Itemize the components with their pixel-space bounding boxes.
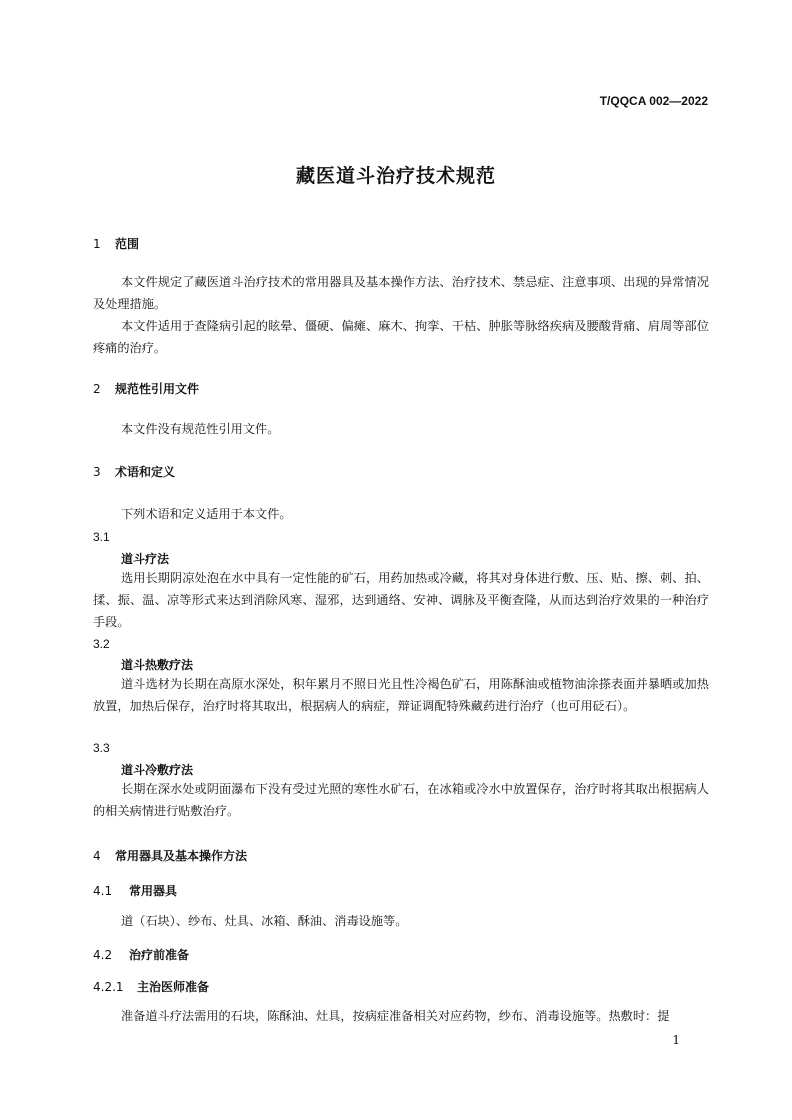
term-number: 3.1 bbox=[93, 530, 110, 544]
section-number: 2 bbox=[93, 382, 101, 396]
section-title: 规范性引用文件 bbox=[115, 382, 200, 396]
term-definition: 长期在深水处或阴面瀑布下没有受过光照的寒性水矿石，在冰箱或冷水中放置保存，治疗时将其取出根据病人的相关病情进行贴敷治疗。 bbox=[93, 782, 709, 818]
section-title: 常用器具及基本操作方法 bbox=[115, 849, 248, 863]
subsection-number: 4.2 bbox=[93, 948, 113, 962]
paragraph: 本文件适用于查隆病引起的眩晕、僵硬、偏瘫、麻木、拘挛、干枯、肿胀等脉络疾病及腰酸背痛、肩周等部位疼痛的治疗。 bbox=[93, 319, 709, 355]
term-definition: 选用长期阴凉处泡在水中具有一定性能的矿石，用药加热或冷藏，将其对身体进行敷、压、贴、擦、刺、拍、揉、振、温、凉等形式来达到消除风寒、湿邪，达到通络、安神、调脉及平衡查隆，从而达到治疗效果的一种治疗手段。 bbox=[93, 571, 709, 629]
term-number: 3.3 bbox=[93, 741, 110, 755]
paragraph: 准备道斗疗法需用的石块，陈酥油、灶具，按病症准备相关对应药物，纱布、消毒设施等。热敷时：提 bbox=[121, 1009, 670, 1023]
section-title: 术语和定义 bbox=[115, 465, 176, 479]
section-3-heading bbox=[93, 463, 175, 480]
term-definition: 道斗选材为长期在高原水深处，积年累月不照日光且性冷褐色矿石，用陈酥油或植物油涂搽表面并暴晒或加热放置，加热后保存，治疗时将其取出，根据病人的病症，辩证调配特殊藏药进行治疗（也可用砭石）。 bbox=[93, 677, 709, 713]
term-name: 道斗热敷疗法 bbox=[121, 658, 194, 672]
section-2-heading bbox=[93, 380, 199, 397]
term-number: 3.2 bbox=[93, 637, 110, 651]
subsection-number: 4.2.1 bbox=[93, 980, 124, 994]
subsection-number: 4.1 bbox=[93, 884, 113, 898]
subsection-4-2-1-heading bbox=[93, 978, 209, 995]
subsection-title: 治疗前准备 bbox=[129, 948, 190, 962]
paragraph: 下列术语和定义适用于本文件。 bbox=[121, 507, 292, 521]
standard-code: T/QQCA 002—2022 bbox=[599, 94, 708, 108]
term-name: 道斗冷敷疗法 bbox=[121, 763, 194, 777]
section-1-heading bbox=[93, 235, 139, 252]
paragraph: 本文件没有规范性引用文件。 bbox=[121, 422, 280, 436]
subsection-title: 常用器具 bbox=[129, 884, 178, 898]
term-name: 道斗疗法 bbox=[121, 552, 170, 566]
document-title: 藏医道斗治疗技术规范 bbox=[295, 165, 496, 187]
subsection-title: 主治医师准备 bbox=[137, 980, 210, 994]
paragraph: 本文件规定了藏医道斗治疗技术的常用器具及基本操作方法、治疗技术、禁忌症、注意事项、出现的异常情况及处理措施。 bbox=[93, 275, 709, 311]
section-number: 4 bbox=[93, 849, 101, 863]
section-number: 3 bbox=[93, 465, 101, 479]
section-title: 范围 bbox=[115, 237, 140, 251]
section-4-heading bbox=[93, 847, 247, 864]
page-number: 1 bbox=[672, 1033, 680, 1047]
subsection-4-1-heading bbox=[93, 882, 177, 899]
paragraph: 道（石块）、纱布、灶具、冰箱、酥油、消毒设施等。 bbox=[121, 914, 408, 928]
section-number: 1 bbox=[93, 237, 101, 251]
subsection-4-2-heading bbox=[93, 946, 189, 963]
